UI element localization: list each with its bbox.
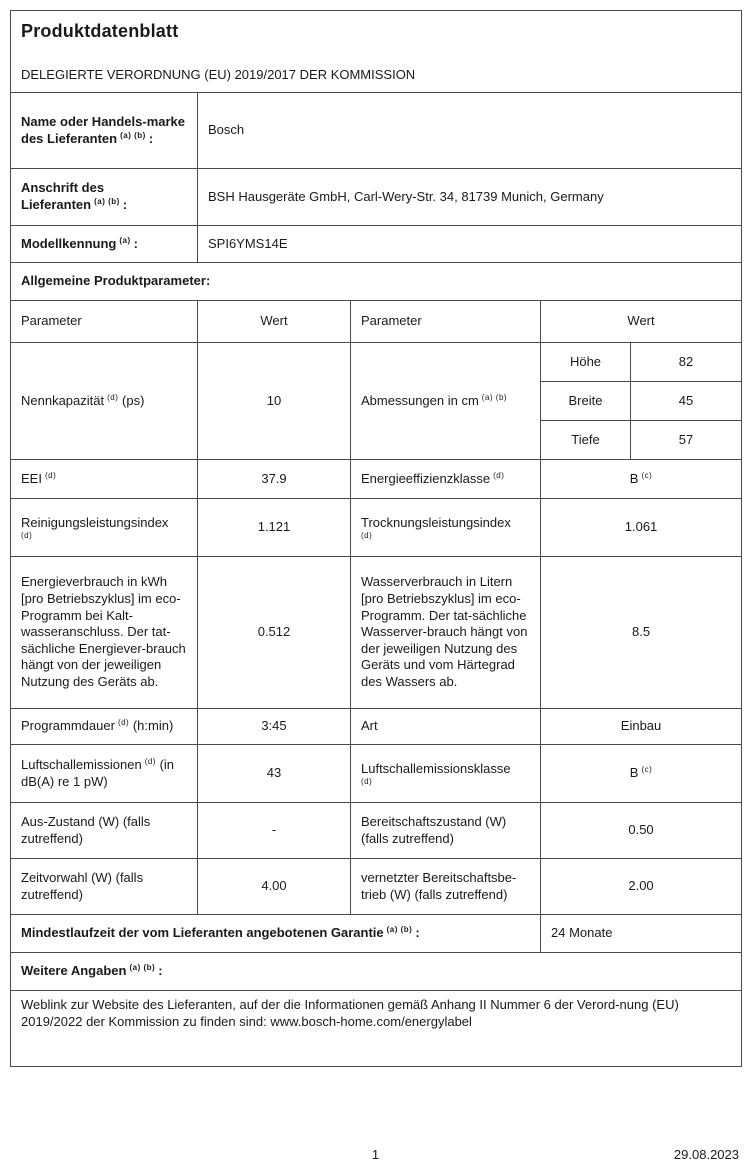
row-cleaning-drying xyxy=(11,499,742,557)
warranty-label: Mindestlaufzeit der vom Lieferanten angebotenen Garantie $^{(a) (b)}$ : xyxy=(11,915,541,953)
footnote-marker: (d) xyxy=(144,756,156,766)
footnote-marker: (c) xyxy=(641,470,653,480)
footnote-marker: (a) (b) xyxy=(386,925,413,935)
footnote-marker: (d) xyxy=(44,470,57,480)
energy-class-value: B $^{(c)}$ xyxy=(541,460,742,499)
dimension-height-value: 82 xyxy=(631,343,742,382)
supplier-name-value: Bosch xyxy=(198,93,742,169)
capacity-label: Nennkapazität $^{(d)}$ (ps) xyxy=(11,343,198,460)
row-delaystart-networked xyxy=(11,859,742,915)
footnote-marker: (d) xyxy=(117,718,130,728)
row-duration-type xyxy=(11,709,742,745)
row-consumption xyxy=(11,557,742,709)
dimensions-label: Abmessungen in cm $^{(a) (b)}$ xyxy=(351,343,541,460)
delay-start-value: 4.00 xyxy=(198,859,351,915)
col-header-wert-right: Wert xyxy=(541,301,742,343)
row-weblink xyxy=(11,991,742,1067)
footnote-marker: (d) xyxy=(361,531,373,541)
dimension-depth-label: Tiefe xyxy=(541,421,631,460)
off-mode-value: - xyxy=(198,803,351,859)
footnote-marker: (a) (b) xyxy=(120,130,146,140)
eei-value: 37.9 xyxy=(198,460,351,499)
row-title xyxy=(11,11,742,93)
noise-class-value: B $^{(c)}$ xyxy=(541,745,742,803)
row-supplier-address xyxy=(11,169,742,226)
cleaning-index-label: Reinigungsleistungsindex (d) xyxy=(11,499,198,557)
noise-value: 43 xyxy=(198,745,351,803)
dimension-depth-value: 57 xyxy=(631,421,742,460)
drying-index-value: 1.061 xyxy=(541,499,742,557)
footnote-marker: (a) (b) xyxy=(481,392,508,402)
off-mode-label: Aus-Zustand (W) (falls zutreffend) xyxy=(11,803,198,859)
capacity-value: 10 xyxy=(198,343,351,460)
standby-label: Bereitschaftszustand (W) (falls zutreffend) xyxy=(351,803,541,859)
footnote-marker: (d) xyxy=(493,470,505,480)
model-value: SPI6YMS14E xyxy=(198,226,742,263)
standby-value: 0.50 xyxy=(541,803,742,859)
col-header-parameter-right: Parameter xyxy=(351,301,541,343)
section-title: Allgemeine Produktparameter: xyxy=(11,263,742,301)
row-column-headers xyxy=(11,301,742,343)
weblink-text: Weblink zur Website des Lieferanten, auf der die Informationen gemäß Anhang II Nummer 6 der Verord-nung (EU) 2019/2022 der Kommission zu finden sind: www.bosch-home.com/energylabel xyxy=(11,991,742,1067)
title-cell xyxy=(11,11,742,93)
type-label: Art xyxy=(351,709,541,745)
delay-start-label: Zeitvorwahl (W) (falls zutreffend) xyxy=(11,859,198,915)
row-eei-energyclass xyxy=(11,460,742,499)
eei-label: EEI $^{(d)}$ xyxy=(11,460,198,499)
row-noise xyxy=(11,745,742,803)
row-supplier-name xyxy=(11,93,742,169)
energy-consumption-label: Energieverbrauch in kWh [pro Betriebszyklus] im eco-Programm bei Kalt-wasseranschluss. Der tat-sächliche Energiever-brauch hängt von der jeweiligen Nutzung des Geräts ab. xyxy=(11,557,198,709)
row-additional-info xyxy=(11,953,742,991)
drying-index-label: Trocknungsleistungsindex (d) xyxy=(351,499,541,557)
energy-consumption-value: 0.512 xyxy=(198,557,351,709)
footnote-marker: (a) (b) xyxy=(94,197,120,206)
footnote-marker: (d) xyxy=(21,531,33,541)
footnote-marker: (c) xyxy=(641,765,653,775)
dimension-height-label: Höhe xyxy=(541,343,631,382)
regulation-subtitle: DELEGIERTE VERORDNUNG (EU) 2019/2017 DER KOMMISSION xyxy=(21,66,416,82)
supplier-address-label: Anschrift des Lieferanten $^{(a) (b)}$ : xyxy=(11,169,198,226)
warranty-value: 24 Monate xyxy=(541,915,742,953)
cleaning-index-value: 1.121 xyxy=(198,499,351,557)
page-title: Produktdatenblatt xyxy=(21,20,179,41)
networked-standby-value: 2.00 xyxy=(541,859,742,915)
footer-date: 29.08.2023 xyxy=(673,1147,739,1162)
duration-label: Programmdauer $^{(d)}$ (h:min) xyxy=(11,709,198,745)
type-value: Einbau xyxy=(541,709,742,745)
energy-class-label: Energieeffizienzklasse $^{(d)}$ xyxy=(351,460,541,499)
page-footer xyxy=(10,1147,741,1163)
dimension-width-label: Breite xyxy=(541,382,631,421)
row-capacity-dimensions xyxy=(11,343,742,382)
water-consumption-value: 8.5 xyxy=(541,557,742,709)
footnote-marker: (d) xyxy=(107,392,119,402)
row-offmode-standby xyxy=(11,803,742,859)
row-model xyxy=(11,226,742,263)
noise-class-label: Luftschallemissionsklasse (d) xyxy=(351,745,541,803)
col-header-parameter-left: Parameter xyxy=(11,301,198,343)
water-consumption-label: Wasserverbrauch in Litern [pro Betriebszyklus] im eco-Programm. Der tat-sächliche Wasserver-brauch hängt von der jeweiligen Nutzung des Geräts und vom Härtegrad des Wassers ab. xyxy=(351,557,541,709)
footnote-marker: (d) xyxy=(361,777,373,787)
supplier-address-value: BSH Hausgeräte GmbH, Carl-Wery-Str. 34, 81739 Munich, Germany xyxy=(198,169,742,226)
page-number: 1 xyxy=(371,1147,380,1162)
model-label: Modellkennung $^{(a)}$ : xyxy=(11,226,198,263)
footnote-marker: (a) xyxy=(119,235,131,245)
datasheet-table xyxy=(10,10,742,1067)
row-warranty xyxy=(11,915,742,953)
networked-standby-label: vernetzter Bereitschaftsbe-trieb (W) (falls zutreffend) xyxy=(351,859,541,915)
row-section-title xyxy=(11,263,742,301)
footnote-marker: (a) (b) xyxy=(129,963,156,973)
col-header-wert-left: Wert xyxy=(198,301,351,343)
supplier-name-label: Name oder Handels-marke des Lieferanten $^{(a) (b)}$ : xyxy=(11,93,198,169)
additional-info-label: Weitere Angaben $^{(a) (b)}$ : xyxy=(11,953,742,991)
noise-label: Luftschallemissionen $^{(d)}$ (in dB(A) re 1 pW) xyxy=(11,745,198,803)
duration-value: 3:45 xyxy=(198,709,351,745)
dimension-width-value: 45 xyxy=(631,382,742,421)
